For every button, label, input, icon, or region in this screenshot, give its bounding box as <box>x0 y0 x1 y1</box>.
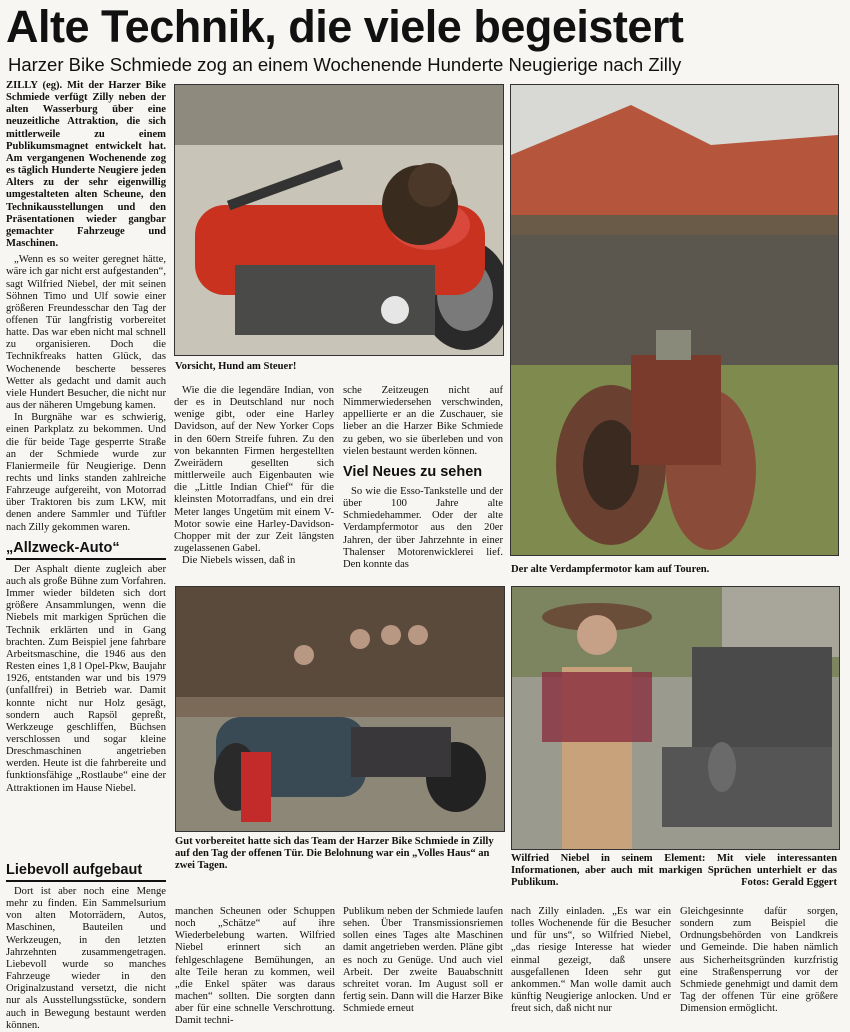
caption-niebel-text: Wilfried Niebel in seinem Element: Mit viele interessanten Informationen, aber auch mit markigen Sprüchen unterhielt er das Publikum. <box>511 853 837 888</box>
caption-niebel <box>511 853 837 889</box>
article-column-1 <box>6 80 166 795</box>
article-column-1-bottom <box>6 856 166 1032</box>
section-heading: Liebevoll aufgebaut <box>6 860 166 882</box>
caption-team: Gut vorbereitet hatte sich das Team der Harzer Bike Schmiede in Zilly auf den Tag der offenen Tür. Die Belohnung war ein „Volles Haus“ an zwei Tagen. <box>175 836 494 871</box>
article-column-bottom-3 <box>511 906 671 1015</box>
paragraph: Die Niebels wissen, daß in <box>182 555 296 567</box>
subheadline: Harzer Bike Schmiede zog an einem Wochenende Hunderte Neugierige nach Zilly <box>8 54 682 75</box>
photo-dog-on-motorcycle <box>174 84 504 356</box>
article-column-bottom-1 <box>175 906 335 1028</box>
section-heading: „Allzweck-Auto“ <box>6 538 166 560</box>
paragraph: Gleichgesinnte dafür sorgen, sondern zum Beispiel die Ordnungsbehörden von Landkreis und Gemeinde. Die haben nämlich aus Sicherheitsgründen kurzfristig eine Straßensperrung vor der Schmiede genehmigt und damit dem Tag der offenen Tür eine größere Dimension ermöglicht. <box>680 906 838 1015</box>
lead-paragraph: ZILLY (eg). Mit der Harzer Bike Schmiede verfügt Zilly neben der alten Wasserburg über eine neuzeitliche Attraktion, die sich mittlerweile zu einem Publikumsmagnet entwickelt hat. Am vergangenen Wochenende zog es täglich Hunderte Neugiere jeden Alters zu der sehr eigenwillig umgestalteten alten Scheune, den Technikausstellungen und den Präsentationen wieder gangbar gemachter Fahrzeuge und Maschinen. <box>6 80 166 250</box>
caption-engine: Der alte Verdampfermotor kam auf Touren. <box>511 564 710 575</box>
paragraph: manchen Scheunen oder Schuppen noch „Schätze“ auf ihre Wiederbelebung warten. Wilfried Niebel erinnert sich an fehlgeschlagene Bemühungen, an alte Teile heran zu kommen, weil „die Enkel später was daraus machen“ sollten. Die sorgten dann aber für eine schnelle Verschrottung. Damit techni- <box>175 906 335 1027</box>
paragraph: nach Zilly einladen. „Es war ein tolles Wochenende für die Besucher und für uns“, so Wilfried Niebel, „das riesige Interesse hat wieder einmal gezeigt, daß unsere ausgefallenen Ideen sehr gut ankommen.“ Man wolle damit auch künftig Neugierige anlocken. Und er freut sich, daß nicht nur <box>511 906 671 1015</box>
paragraph: So wie die Esso-Tankstelle und der über 100 Jahre alte Schmiedehammer. Oder der alte Verdampfermotor aus den 20er Jahren, der über Jahrzehnte in einer Thalenser Motorenwicklerei lief. Den konnte das <box>343 485 503 570</box>
caption-dog: Vorsicht, Hund am Steuer! <box>175 361 297 372</box>
paragraph: Dort ist aber noch eine Menge mehr zu finden. Ein Sammelsurium von alten Motorrädern, Autos, Maschinen, Bauteilen und Werkzeugen, in den letzten Jahrzehnten zusammengetragen. Liebevoll wurde so manches Fahrzeuge wieder in den Originalzustand versetzt, die nicht nur als Ausstellungsstücke, sondern auch in Bewegung bestaunt werden können. <box>6 886 166 1031</box>
paragraph: Der Asphalt diente zugleich aber auch als große Bühne zum Vorfahren. Immer wieder bildeten sich dort größere Ansammlungen, wenn die Niebels mit markigen Sprüchen die Technik erklärten und in Gang brachten. Zum Beispiel jene fahrbare Arbeitsmaschine, die 1946 aus den Resten eines 1,8 l Opel-Pkw, Baujahr 1926, entstanden war und bis 1979 (unfallfrei) in Betrieb war. Damit konnte nicht nur Holz gesägt, sondern auch Rapsöl gepreßt, Werkzeuge geschliffen, Büchsen verschlossen und sogar kleine Dreschmaschinen angetrieben werden. Heute ist die fahrbereite und funktionsfähige „Rostlaube“ eine der Attraktionen im Hause Niebel. <box>6 563 166 794</box>
paragraph: „Wenn es so weiter geregnet hätte, wäre ich gar nicht erst aufgestanden“, sagt Wilfried Niebel, der mit seinen Söhnen Timo und Ulf sowie einer größeren Freundesschar den Tag der offenen Tür langfristig vorbereitet hatte. Das war eben nicht mal schnell zu organisieren. Doch die Technikfreaks hatten Glück, das Wochenende bescherte besseres Wetter als gedacht und damit auch viele Hundert Besucher, die nicht nur aus der näheren Umgebung kamen. <box>6 254 167 412</box>
headline: Alte Technik, die viele begeistert <box>6 1 684 52</box>
photo-steam-engine <box>510 84 839 556</box>
photo-wilfried-niebel <box>511 586 840 850</box>
photo-credit: Fotos: Gerald Eggert <box>741 877 837 888</box>
paragraph: sche Zeitzeugen nicht auf Nimmerwiedersehen verschwinden, appellierte er an die Zuschauer, sie lieber an die Harzer Bike Schmiede zu geben, wo sie überleben und von vielen bestaunt werden können. <box>343 385 503 457</box>
article-column-bottom-4 <box>680 906 838 1015</box>
article-column-2 <box>174 385 334 567</box>
paragraph: In Burgnähe war es schwierig, einen Parkplatz zu bekommen. Und die für beide Tage gesperrte Straße an der Schmiede wurde zur Flaniermeile für Neugierige. Denn rechts und links standen zahlreiche Fahrzeuge aufgereiht, von Motorrad über Traktoren bis zum LKW, mit denen andere Sammler und Tüftler nach Zilly gekommen waren. <box>6 412 166 533</box>
article-column-bottom-2 <box>343 906 503 1015</box>
paragraph: Wie die die legendäre Indian, von der es in Deutschland nur noch wenige gibt, oder eine Harley Davidson, auf der New Yorker Cops in den 60ern Streife fuhren. Zu den von bekannten Firmen hergestellten Zweirädern gesellten sich mittlerweile auch Eigenbauten wie die „Little Indian Chief“ für die kleinsten Motorradfans, und ein drei Meter langes Ungetüm mit einem V-Motor sowie eine Harley-Davidson-Chopper mit der zur Zeit längsten zugelassenen Gabel. <box>174 385 334 555</box>
article-column-3 <box>343 385 503 571</box>
paragraph: Publikum neben der Schmiede laufen sehen. Über Transmissionsriemen sollen eines Tages alte Maschinen damit angetrieben werden. Pläne gibt es noch zu Genüge. Und auch viel Arbeit. Der zweite Bauabschnitt schreitet voran. Im August soll er fertig sein. Dann will die Harzer Bike Schmiede erneut <box>343 906 503 1015</box>
section-heading: Viel Neues zu sehen <box>343 463 483 480</box>
photo-team-sidecar <box>175 586 505 832</box>
